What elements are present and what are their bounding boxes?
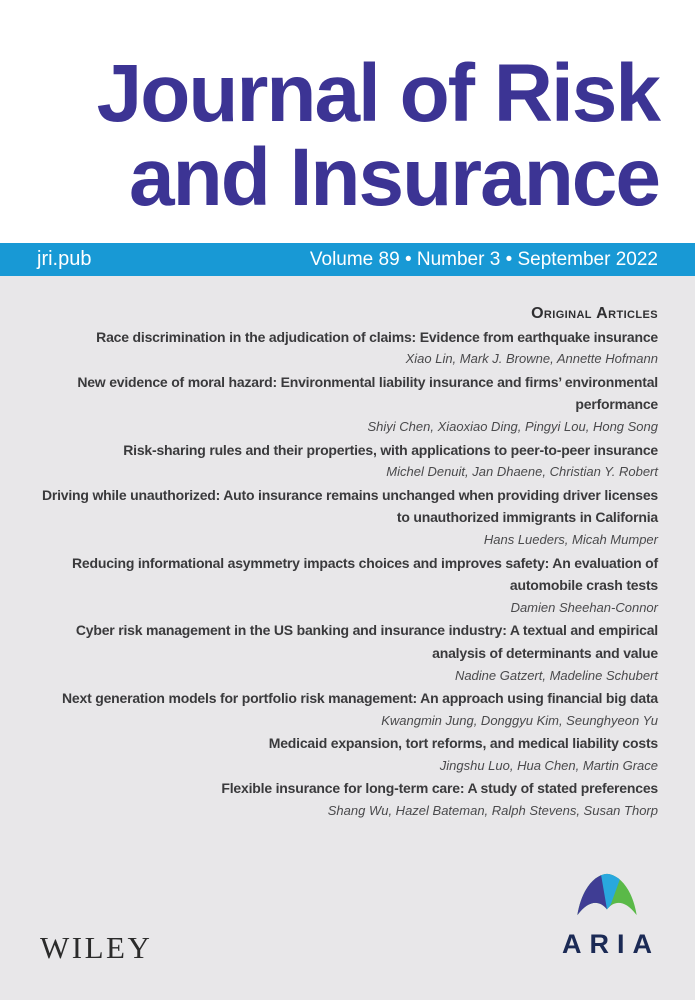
aria-arch-icon [574,871,640,916]
toc-entry [37,326,658,371]
article-title: Flexible insurance for long-term care: A study of stated preferences [221,780,658,797]
article-list [37,326,658,823]
article-title: Medicaid expansion, tort reforms, and medical liability costs [268,735,658,752]
masthead [0,0,695,243]
article-title: Race discrimination in the adjudication of claims: Evidence from earthquake insurance [96,328,658,345]
toc-entry [37,687,658,732]
article-authors: Kwangmin Jung, Donggyu Kim, Seunghyeon Yu [381,712,658,728]
toc-entry [37,732,658,777]
article-authors: Shang Wu, Hazel Bateman, Ralph Stevens, Susan Thorp [327,803,658,819]
aria-logo [551,871,663,960]
journal-url: jri.pub [37,248,92,270]
toc-entry [37,552,658,620]
toc-entry [37,619,658,687]
aria-wordmark: ARIA [562,929,660,959]
issue-info-bar [0,243,695,276]
article-title: Reducing informational asymmetry impacts choices and improves safety: An evaluation of automobile crash tests [72,554,658,594]
article-title: New evidence of moral hazard: Environmental liability insurance and firms’ environmental performance [77,373,658,413]
article-authors: Jingshu Luo, Hua Chen, Martin Grace [439,757,658,773]
article-authors: Xiao Lin, Mark J. Browne, Annette Hofmann [405,351,658,367]
article-title: Cyber risk management in the US banking and insurance industry: A textual and empirical analysis of determinants and value [75,622,658,661]
volume-issue-date: Volume 89 • Number 3 • September 2022 [309,248,658,270]
journal-title-line-2: and Insurance [129,132,659,223]
article-title: Next generation models for portfolio risk management: An approach using financial big data [61,690,658,707]
article-title: Driving while unauthorized: Auto insurance remains unchanged when providing driver licenses to unauthorized immigrants in California [41,486,658,526]
article-authors: Michel Denuit, Jan Dhaene, Christian Y. Robert [386,464,658,480]
toc-entry [37,439,658,484]
section-heading: Original Articles [531,305,658,322]
article-authors: Shiyi Chen, Xiaoxiao Ding, Pingyi Lou, Hong Song [367,418,658,434]
table-of-contents [0,276,695,823]
article-authors: Hans Lueders, Micah Mumper [483,531,658,547]
toc-entry [37,484,658,552]
wiley-logo: WILEY [40,930,153,965]
article-authors: Nadine Gatzert, Madeline Schubert [454,667,658,683]
journal-title-line-1: Journal of Risk [96,48,659,139]
toc-entry [37,777,658,822]
article-title: Risk-sharing rules and their properties, with applications to peer-to-peer insurance [123,441,658,458]
article-authors: Damien Sheehan-Connor [510,599,658,615]
toc-entry [37,371,658,439]
